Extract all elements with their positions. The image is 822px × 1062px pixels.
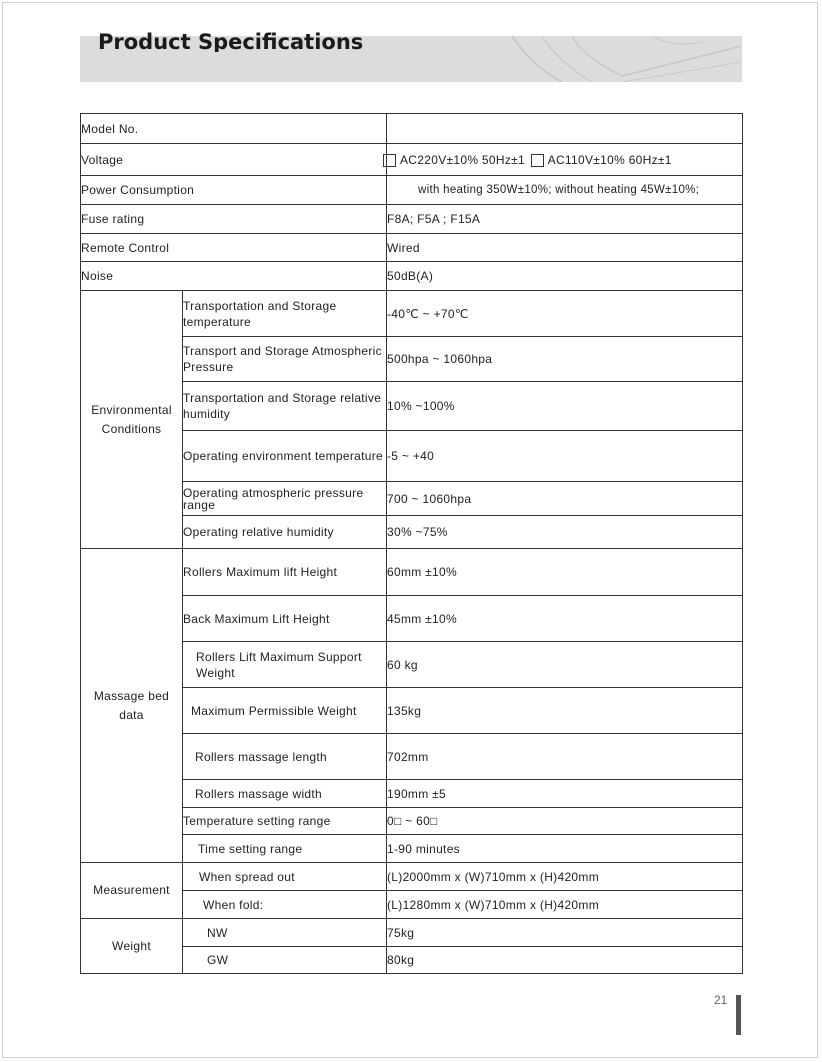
row-value-power: with heating 350W±10%; without heating 45W±10%; bbox=[387, 176, 743, 205]
measurement-value: (L)1280mm x (W)710mm x (H)420mm bbox=[387, 891, 743, 919]
measurement-label: When spread out bbox=[183, 863, 387, 891]
measurement-label: When fold: bbox=[183, 891, 387, 919]
measurement-value: (L)2000mm x (W)710mm x (H)420mm bbox=[387, 863, 743, 891]
spec-table bbox=[80, 113, 743, 974]
env-label: Transport and Storage Atmospheric Pressure bbox=[183, 337, 387, 382]
env-value: -5 ~ +40 bbox=[387, 431, 743, 482]
voltage-110-label: AC110V±10% 60Hz±1 bbox=[547, 152, 672, 167]
massage-value: 45mm ±10% bbox=[387, 596, 743, 642]
table-row bbox=[81, 549, 743, 596]
table-row bbox=[81, 291, 743, 337]
massage-label: Maximum Permissible Weight bbox=[183, 688, 387, 734]
page-number: 21 bbox=[714, 993, 728, 1007]
page-title: Product Specifications bbox=[98, 30, 364, 52]
row-label-power: Power Consumption bbox=[81, 176, 387, 205]
table-row bbox=[81, 176, 743, 205]
env-value: 10% ~100% bbox=[387, 382, 743, 431]
env-label: Operating relative humidity bbox=[183, 516, 387, 549]
massage-value: 702mm bbox=[387, 734, 743, 780]
env-label: Transportation and Storage relative humidity bbox=[183, 382, 387, 431]
env-value: 700 ~ 1060hpa bbox=[387, 482, 743, 516]
table-row bbox=[81, 234, 743, 262]
table-row bbox=[81, 863, 743, 891]
massage-value: 0□ ~ 60□ bbox=[387, 808, 743, 835]
group-measurement: Measurement bbox=[81, 863, 183, 919]
voltage-220-checkbox[interactable] bbox=[383, 154, 396, 167]
group-massage: Massage bed data bbox=[81, 549, 183, 863]
weight-value: 80kg bbox=[387, 947, 743, 974]
group-weight: Weight bbox=[81, 919, 183, 974]
row-value-remote: Wired bbox=[387, 234, 743, 262]
header-decoration bbox=[502, 36, 742, 82]
massage-label: Time setting range bbox=[183, 835, 387, 863]
env-value: -40℃ ~ +70℃ bbox=[387, 291, 743, 337]
table-row bbox=[81, 262, 743, 291]
group-environmental: Environmental Conditions bbox=[81, 291, 183, 549]
massage-value: 1-90 minutes bbox=[387, 835, 743, 863]
row-value-fuse: F8A; F5A ; F15A bbox=[387, 205, 743, 234]
voltage-220-label: AC220V±10% 50Hz±1 bbox=[400, 152, 526, 167]
weight-label: GW bbox=[183, 947, 387, 974]
massage-label: Temperature setting range bbox=[183, 808, 387, 835]
env-value: 500hpa ~ 1060hpa bbox=[387, 337, 743, 382]
massage-value: 60mm ±10% bbox=[387, 549, 743, 596]
massage-label: Rollers Lift Maximum Support Weight bbox=[183, 642, 387, 688]
voltage-options bbox=[387, 144, 743, 176]
weight-value: 75kg bbox=[387, 919, 743, 947]
table-row bbox=[81, 144, 743, 176]
env-label: Transportation and Storage temperature bbox=[183, 291, 387, 337]
row-label-remote: Remote Control bbox=[81, 234, 387, 262]
voltage-110-checkbox[interactable] bbox=[531, 154, 544, 167]
massage-value: 60 kg bbox=[387, 642, 743, 688]
massage-label: Back Maximum Lift Height bbox=[183, 596, 387, 642]
massage-label: Rollers Maximum lift Height bbox=[183, 549, 387, 596]
row-value-model bbox=[387, 114, 743, 144]
row-label-noise: Noise bbox=[81, 262, 387, 291]
env-value: 30% ~75% bbox=[387, 516, 743, 549]
table-row bbox=[81, 205, 743, 234]
table-row bbox=[81, 114, 743, 144]
row-label-fuse: Fuse rating bbox=[81, 205, 387, 234]
massage-value: 135kg bbox=[387, 688, 743, 734]
massage-label: Rollers massage length bbox=[183, 734, 387, 780]
env-label: Operating atmospheric pressure range bbox=[183, 482, 387, 516]
row-value-noise: 50dB(A) bbox=[387, 262, 743, 291]
env-label: Operating environment temperature bbox=[183, 431, 387, 482]
massage-label: Rollers massage width bbox=[183, 780, 387, 808]
weight-label: NW bbox=[183, 919, 387, 947]
table-row bbox=[81, 919, 743, 947]
row-label-model: Model No. bbox=[81, 114, 387, 144]
page-number-bar bbox=[736, 995, 741, 1035]
row-label-voltage: Voltage bbox=[81, 144, 387, 176]
massage-value: 190mm ±5 bbox=[387, 780, 743, 808]
